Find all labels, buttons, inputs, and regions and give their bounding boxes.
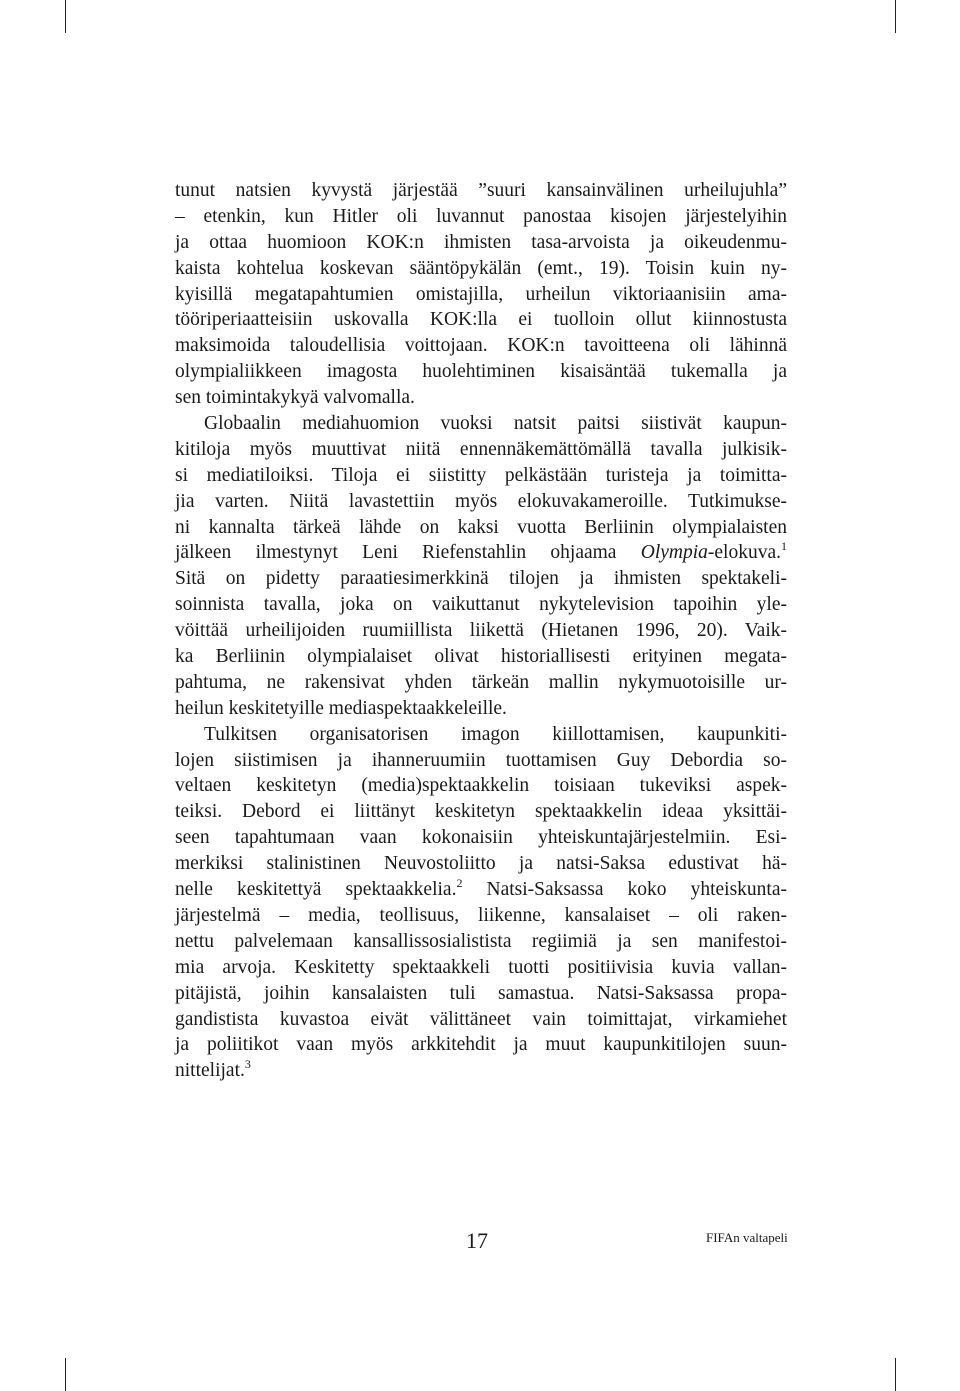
- body-text: [175, 178, 787, 1084]
- page-number: 17: [466, 1228, 488, 1253]
- footnote-marker[interactable]: 2: [456, 876, 463, 891]
- text-line: ja poliitikot vaan myös arkkitehdit ja muut kaupunkitilojen suun-: [175, 1034, 787, 1056]
- text-line: ja ottaa huomioon KOK:n ihmisten tasa-arvoista ja oikeudenmu-: [175, 231, 787, 253]
- text-line: soinnista tavalla, joka on vaikuttanut nykytelevision tapoihin yle-: [175, 594, 787, 616]
- running-footer-title: FIFAn valtapeli: [706, 1230, 788, 1245]
- crop-mark-bottom-left: [65, 1358, 66, 1391]
- crop-mark-top-left: [65, 0, 66, 33]
- text-line: [175, 1058, 787, 1084]
- text-line: kitiloja myös muuttivat niitä ennennäkemättömällä tavalla julkisik-: [175, 438, 787, 460]
- text-line: seen tapahtumaan vaan kokonaisiin yhteiskuntajärjestelmiin. Esi-: [175, 827, 787, 849]
- text-line: olympialiikkeen imagosta huolehtiminen kisaisäntää tukemalla ja: [175, 361, 787, 383]
- text-fragment: -elokuva.: [707, 542, 781, 564]
- text-line: gandistista kuvastoa eivät välittäneet vain toimittajat, virkamiehet: [175, 1008, 787, 1030]
- text-line: heilun keskitetyille mediaspektaakkeleille.: [175, 697, 507, 719]
- text-line: kyisillä megatapahtumien omistajilla, urheilun viktoriaanisiin ama-: [175, 283, 787, 305]
- text-line: veltaen keskitetyn (media)spektaakkelin toisiaan tukeviksi aspek-: [175, 775, 787, 797]
- text-line: si mediatiloiksi. Tiloja ei siistitty pelkästään turisteja ja toimitta-: [175, 464, 787, 486]
- text-line: lojen siistimisen ja ihanneruumiin tuottamisen Guy Debordia so-: [175, 749, 787, 771]
- text-line: jia varten. Niitä lavastettiin myös elokuvakameroille. Tutkimukse-: [175, 490, 787, 512]
- text-line: tunut natsien kyvystä järjestää ”suuri kansainvälinen urheilujuhla”: [175, 180, 787, 201]
- text-line: [175, 877, 787, 903]
- text-line: Sitä on pidetty paraatiesimerkkinä tilojen ja ihmisten spektakeli-: [175, 568, 787, 590]
- film-title: Olympia: [640, 542, 708, 564]
- text-line: merkiksi stalinistinen Neuvostoliitto ja natsi-Saksa edustivat hä-: [175, 853, 787, 875]
- crop-mark-bottom-right: [895, 1358, 896, 1391]
- text-fragment: nittelijat.: [175, 1060, 245, 1082]
- text-line: maksimoida taloudellisia voittojaan. KOK:n tavoitteena oli lähinnä: [175, 335, 787, 357]
- text-line: Tulkitsen organisatorisen imagon kiillottamisen, kaupunkiti-: [204, 723, 787, 745]
- text-line: ni kannalta tärkeä lähde on kaksi vuotta Berliinin olympialaisten: [175, 516, 787, 538]
- text-line: Globaalin mediahuomion vuoksi natsit paitsi siistivät kaupun-: [204, 413, 787, 435]
- footnote-marker[interactable]: 1: [781, 539, 787, 554]
- text-line: nettu palvelemaan kansallissosialistista regiimiä ja sen manifestoi-: [175, 930, 787, 952]
- text-line: ka Berliinin olympialaiset olivat historiallisesti erityinen megata-: [175, 646, 787, 668]
- text-line: pitäjistä, joihin kansalaisten tuli samastua. Natsi-Saksassa propa-: [175, 982, 787, 1004]
- text-line: mia arvoja. Keskitetty spektaakkeli tuotti positiivisia kuvia vallan-: [175, 956, 787, 978]
- text-fragment: jälkeen ilmestynyt Leni Riefenstahlin ohjaama: [175, 542, 641, 564]
- text-line: kaista kohtelua koskevan sääntöpykälän (emt., 19). Toisin kuin ny-: [175, 257, 787, 279]
- text-line: sen toimintakykyä valvomalla.: [175, 387, 415, 409]
- text-fragment: nelle keskitettyä spektaakkelia.: [175, 879, 457, 901]
- text-line: pahtuma, ne rakensivat yhden tärkeän mallin nykymuotoisille ur-: [175, 671, 787, 693]
- footnote-marker[interactable]: 3: [244, 1057, 251, 1072]
- text-line: järjestelmä – media, teollisuus, liikenne, kansalaiset – oli raken-: [175, 904, 787, 926]
- text-line: vöittää urheilijoiden ruumiillista liikettä (Hietanen 1996, 20). Vaik-: [175, 620, 787, 642]
- text-line: – etenkin, kun Hitler oli luvannut panostaa kisojen järjestelyihin: [175, 205, 787, 227]
- text-line: tööriperiaatteisiin uskovalla KOK:lla ei tuolloin ollut kiinnostusta: [175, 309, 787, 331]
- crop-mark-top-right: [895, 0, 896, 33]
- text-fragment: Natsi-Saksassa koko yhteiskunta-: [462, 879, 787, 901]
- text-line: teiksi. Debord ei liittänyt keskitetyn spektaakkelin ideaa yksittäi-: [175, 801, 787, 823]
- text-line: [175, 540, 787, 566]
